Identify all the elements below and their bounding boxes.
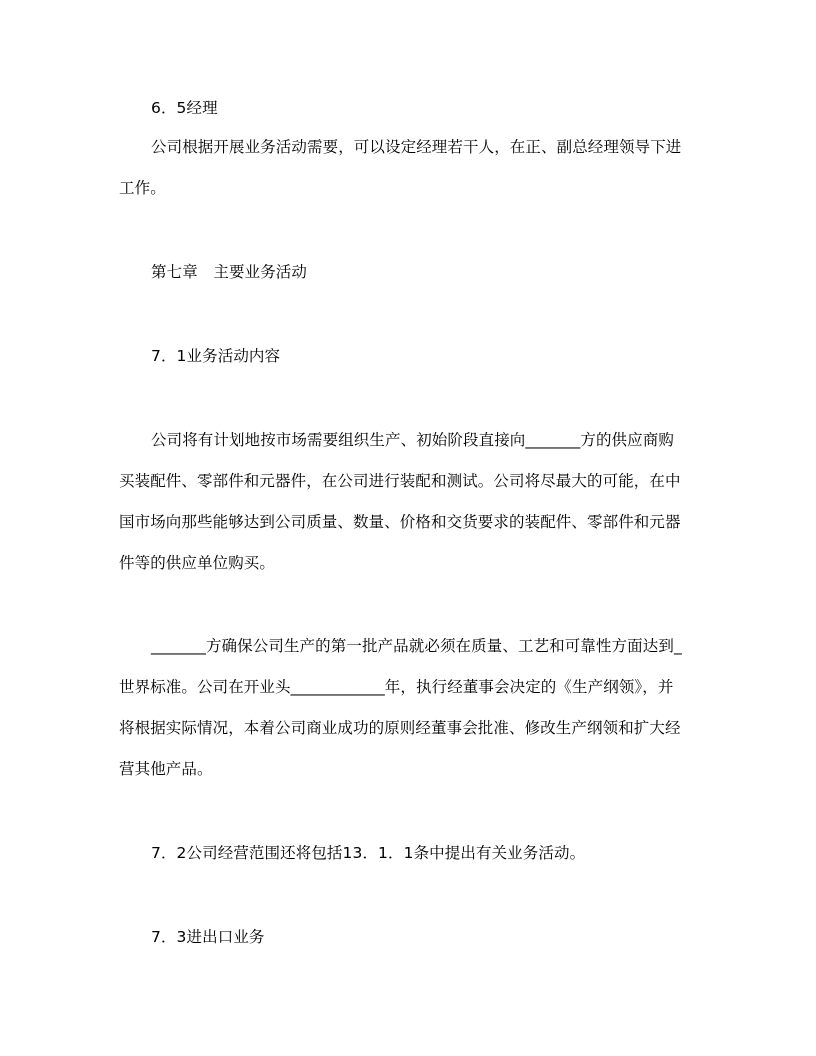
paragraph-line: 件等的供应单位购买。 <box>119 554 276 572</box>
paragraph-line: 公司根据开展业务活动需要，可以设定经理若干人，在正、副总经理领导下进 <box>151 138 682 156</box>
paragraph-line: 买装配件、零部件和元器件，在公司进行装配和测试。公司将尽最大的可能，在中 <box>119 472 681 490</box>
section-heading-6-5: 6．5经理 <box>151 99 218 117</box>
paragraph-line: 营其他产品。 <box>119 760 213 778</box>
section-heading-7-1: 7．1业务活动内容 <box>151 347 281 365</box>
section-heading-7-2: 7．2公司经营范围还将包括13．1．1条中提出有关业务活动。 <box>151 844 586 862</box>
paragraph-line: 工作。 <box>119 179 166 197</box>
paragraph-line: 国市场向那些能够达到公司质量、数量、价格和交货要求的装配件、零部件和元器 <box>119 513 681 531</box>
paragraph-line: 公司将有计划地按市场需要组织生产、初始阶段直接向_______方的供应商购 <box>151 431 674 449</box>
paragraph-line: _______方确保公司生产的第一批产品就必须在质量、工艺和可靠性方面达到_ <box>151 637 682 655</box>
paragraph-line: 将根据实际情况，本着公司商业成功的原则经董事会批准、修改生产纲领和扩大经 <box>119 719 681 737</box>
chapter-heading: 第七章 主要业务活动 <box>151 263 308 281</box>
paragraph-line: 世界标准。公司在开业头____________年，执行经董事会决定的《生产纲领》，并 <box>119 678 674 696</box>
section-heading-7-3: 7．3进出口业务 <box>151 928 265 946</box>
